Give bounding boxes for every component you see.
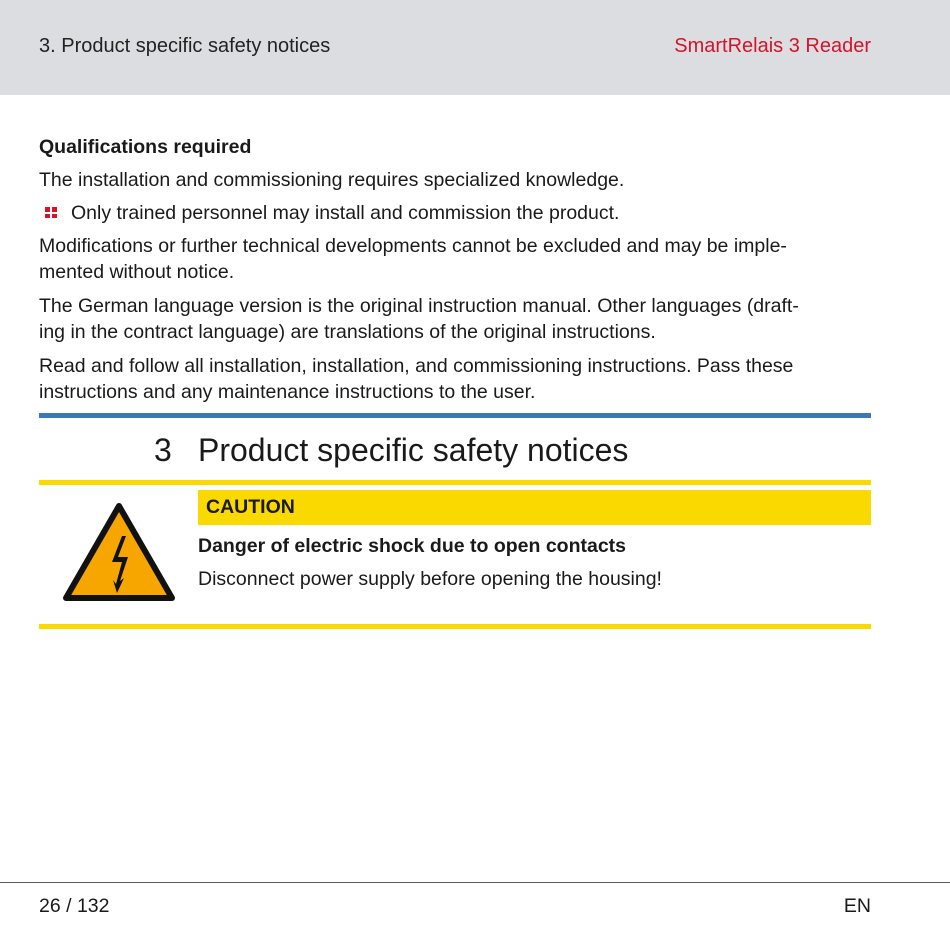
caution-banner (198, 490, 871, 525)
instructions-paragraph (39, 354, 871, 405)
section-number: 3 (154, 432, 172, 468)
qualifications-heading: Qualifications required (39, 136, 252, 158)
danger-heading: Danger of electric shock due to open contacts (198, 535, 627, 557)
danger-text: Disconnect power supply before opening the housing! (198, 568, 662, 590)
modifications-paragraph (39, 234, 871, 285)
caution-bottom-rule (39, 624, 871, 629)
caution-label: CAUTION (206, 496, 295, 518)
modifications-line-1: Modifications or further technical developments cannot be excluded and may be imple- (39, 235, 787, 257)
modifications-line-2: mented without notice. (39, 260, 235, 283)
language-code: EN (843, 895, 871, 917)
section-title: Product specific safety notices (198, 432, 629, 468)
section-divider (39, 413, 871, 418)
bullet-text: Only trained personnel may install and commission the product. (71, 202, 620, 224)
intro-paragraph: The installation and commissioning requires specialized knowledge. (39, 169, 625, 191)
footer-divider (0, 882, 950, 883)
language-line-1: The German language version is the original instruction manual. Other languages (draft- (39, 295, 799, 317)
language-paragraph (39, 294, 871, 345)
header-section-title: 3. Product specific safety notices (39, 35, 331, 57)
page-header (0, 0, 950, 95)
electric-shock-warning-icon (62, 502, 176, 603)
language-line-2: ing in the contract language) are translations of the original instructions. (39, 320, 656, 343)
page-number: 26 / 132 (39, 895, 110, 917)
header-product-name: SmartRelais 3 Reader (674, 35, 871, 57)
instructions-line-2: instructions and any maintenance instructions to the user. (39, 380, 536, 403)
caution-top-rule (39, 480, 871, 485)
bullet-icon (45, 207, 58, 219)
instructions-line-1: Read and follow all installation, installation, and commissioning instructions. Pass these (39, 355, 794, 377)
